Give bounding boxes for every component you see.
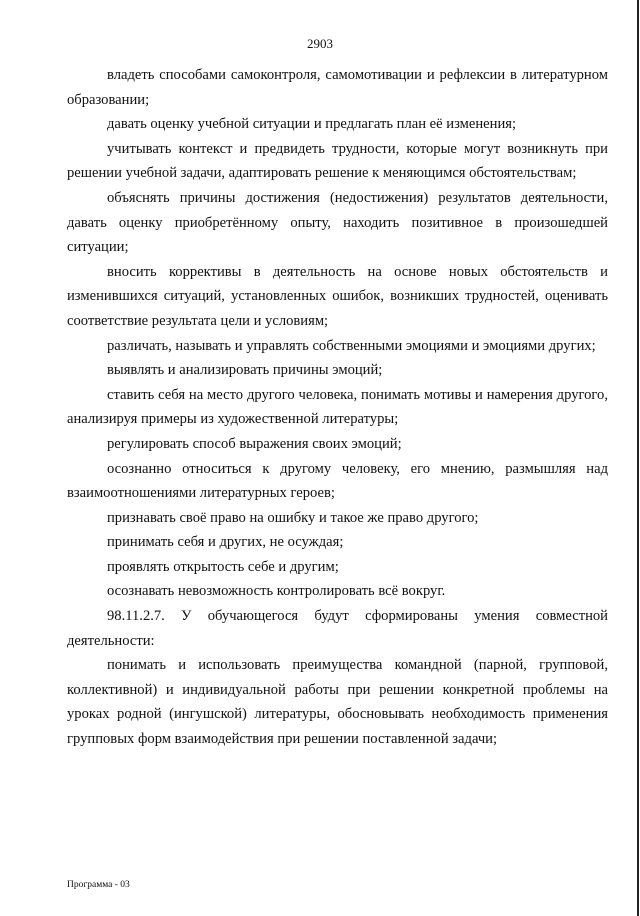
paragraph: регулировать способ выражения своих эмоций;: [107, 435, 402, 452]
paragraph: вносить коррективы в деятельность на основе новых обстоятельств и изменившихся ситуаций, установленных ошибок, возникших трудностей, оценивать соответствие результата цели и условиям;: [67, 263, 608, 329]
paragraph: ставить себя на место другого человека, понимать мотивы и намерения другого, анализируя примеры из художественной литературы;: [67, 386, 608, 428]
paragraph: учитывать контекст и предвидеть трудности, которые могут возникнуть при решении учебной задачи, адаптировать решение к меняющимся обстоятельствам;: [67, 140, 608, 182]
paragraph: осознавать невозможность контролировать всё вокруг.: [107, 583, 446, 600]
document-body: [67, 63, 608, 752]
paragraph: давать оценку учебной ситуации и предлагать план её изменения;: [107, 116, 517, 133]
paragraph: выявлять и анализировать причины эмоций;: [107, 362, 383, 379]
paragraph: осознанно относиться к другому человеку, его мнению, размышляя над взаимоотношениями литературных героев;: [67, 460, 608, 502]
paragraph: понимать и использовать преимущества командной (парной, групповой, коллективной) и индивидуальной работы при решении конкретной проблемы на уроках родной (ингушской) литературы, обосновывать необходимость применения групповых форм взаимодействия при решении поставленной задачи;: [67, 657, 608, 748]
paragraph: признавать своё право на ошибку и такое же право другого;: [107, 509, 479, 526]
paragraph: владеть способами самоконтроля, самомотивации и рефлексии в литературном образовании;: [67, 67, 608, 108]
footer-program-label: Программа - 03: [67, 880, 130, 890]
paragraph: различать, называть и управлять собственными эмоциями и эмоциями других;: [107, 337, 596, 354]
paragraph: объяснять причины достижения (недостижения) результатов деятельности, давать оценку приобретённому опыту, находить позитивное в произошедшей ситуации;: [67, 189, 608, 256]
paragraph: проявлять открытость себе и другим;: [107, 558, 339, 575]
paragraph: принимать себя и других, не осуждая;: [107, 534, 344, 551]
page-number: 2903: [307, 36, 333, 51]
section-heading-paragraph: 98.11.2.7. У обучающегося будут сформированы умения совместной деятельности:: [67, 608, 608, 649]
